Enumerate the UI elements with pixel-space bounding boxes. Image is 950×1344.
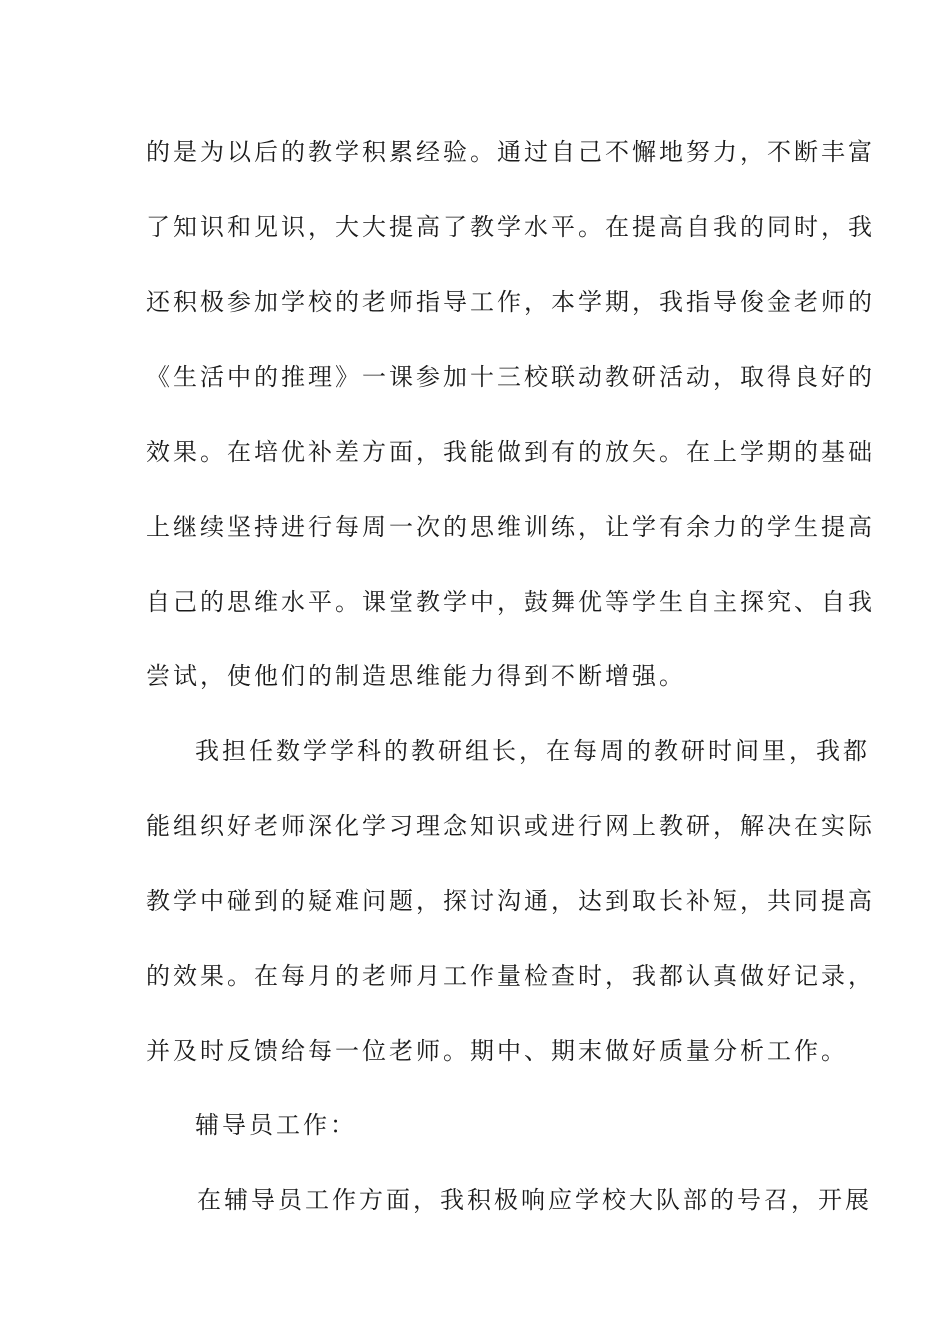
text-line: 还积极参加学校的老师指导工作，本学期，我指导俊金老师的 — [146, 288, 875, 316]
paragraph-first-line: 我担任数学学科的教研组长，在每周的教研时间里，我都 — [195, 737, 870, 765]
text-line: 效果。在培优补差方面，我能做到有的放矢。在上学期的基础 — [146, 438, 875, 466]
text-line: 上继续坚持进行每周一次的思维训练，让学有余力的学生提高 — [146, 513, 875, 541]
text-line: 并及时反馈给每一位老师。期中、期末做好质量分析工作。 — [146, 1037, 848, 1065]
text-line: 尝试，使他们的制造思维能力得到不断增强。 — [146, 662, 686, 690]
section-heading: 辅导员工作： — [195, 1111, 357, 1139]
text-line: 的效果。在每月的老师月工作量检查时，我都认真做好记录， — [146, 962, 875, 990]
text-line: 《生活中的推理》一课参加十三校联动教研活动，取得良好的 — [146, 363, 875, 391]
text-line: 的是为以后的教学积累经验。通过自己不懈地努力，不断丰富 — [146, 138, 875, 166]
paragraph-first-line: 在辅导员工作方面，我积极响应学校大队部的号召，开展 — [197, 1186, 872, 1214]
text-line: 教学中碰到的疑难问题，探讨沟通，达到取长补短，共同提高 — [146, 887, 875, 915]
text-line: 了知识和见识，大大提高了教学水平。在提高自我的同时，我 — [146, 213, 875, 241]
text-line: 能组织好老师深化学习理念知识或进行网上教研，解决在实际 — [146, 812, 875, 840]
text-line: 自己的思维水平。课堂教学中，鼓舞优等学生自主探究、自我 — [146, 588, 875, 616]
